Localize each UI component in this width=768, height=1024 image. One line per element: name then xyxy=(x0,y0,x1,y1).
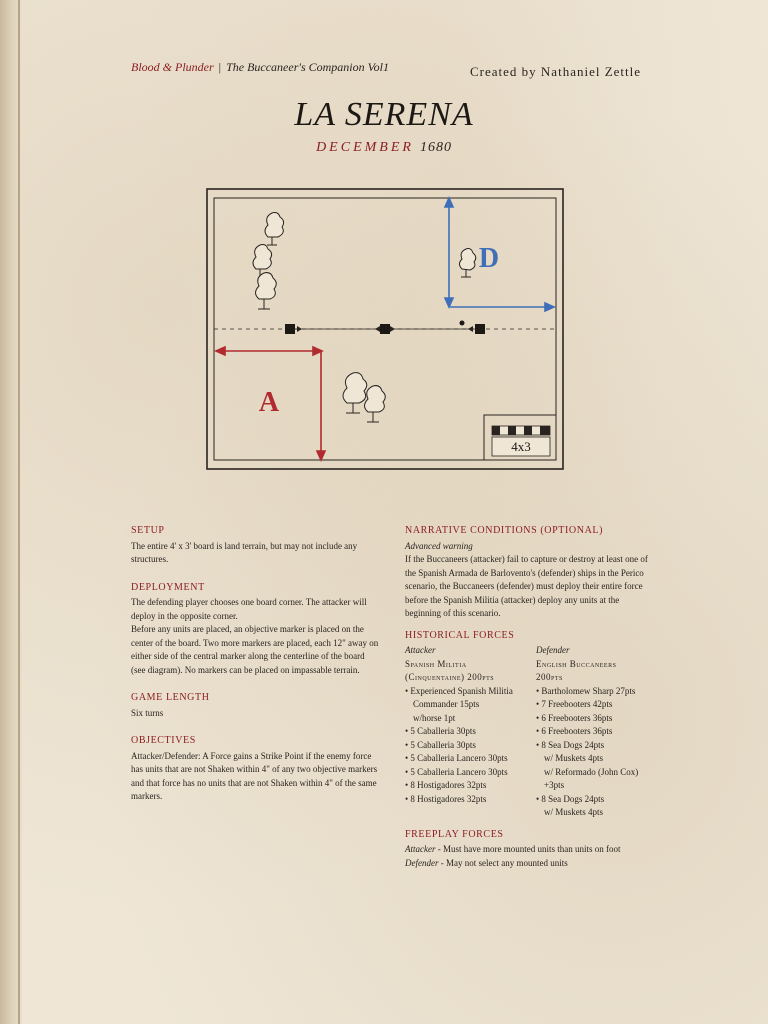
force-unit-item: • Experienced Spanish Militia xyxy=(405,685,513,696)
force-unit-item: w/ Muskets 4pts xyxy=(544,753,604,763)
defender-role: Defender xyxy=(536,645,570,655)
force-unit-item: • 8 Hostigadores 32pts xyxy=(405,780,487,790)
tree-icon xyxy=(256,273,277,309)
setup-section xyxy=(131,524,381,567)
narrative-section xyxy=(405,524,657,621)
attacker-zone-label: A xyxy=(258,387,280,418)
objectives-text: Attacker/Defender: A Force gains a Strike Point if the enemy force has units that are not Shaken within 4" of any two objective markers and that force has no units that are not Shaken within 4" of the same markers. xyxy=(131,750,378,801)
arrow-head xyxy=(390,326,395,332)
setup-heading: SETUP xyxy=(131,525,165,536)
force-unit-item: • 8 Sea Dogs 24pts xyxy=(536,793,605,804)
scenario-month: DECEMBER xyxy=(316,140,414,155)
tree-icon xyxy=(253,245,272,278)
forces-columns xyxy=(405,644,657,820)
narrative-subheading: Advanced warning xyxy=(405,540,473,551)
force-unit-item: w/ Reformado (John Cox) +3pts xyxy=(544,766,639,790)
defender-faction: English Buccaneers xyxy=(536,658,617,669)
defender-unit-list xyxy=(536,685,657,820)
freeplay-defender xyxy=(405,857,657,871)
author-credit: Created by Nathaniel Zettle xyxy=(470,64,642,79)
freeplay-heading: FREEPLAY FORCES xyxy=(405,828,504,840)
force-unit-item: • 5 Caballeria 30pts xyxy=(405,726,476,736)
narrative-text: If the Buccaneers (attacker) fail to capture or destroy at least one of the Spanish Armada de Barlovento's (defender) ships in the Perico scenario, the Buccaneers (defender) must deploy their entire force before the Spanish Militia (attacker) deploy any units at the beginning of this scenario. xyxy=(405,554,648,618)
game-length-section xyxy=(131,691,381,720)
force-unit-item: w/horse 1pt xyxy=(413,712,456,723)
historical-forces-section xyxy=(405,629,657,820)
objective-marker-left xyxy=(285,324,295,334)
attacker-unit-list xyxy=(405,685,526,807)
left-column xyxy=(131,524,381,818)
header-series xyxy=(131,60,389,75)
arrow-head xyxy=(468,326,473,332)
attacker-faction: Spanish Militia xyxy=(405,658,467,669)
setup-text: The entire 4' x 3' board is land terrain, but may not include any structures. xyxy=(131,540,358,564)
objectives-section xyxy=(131,734,381,804)
deployment-heading: DEPLOYMENT xyxy=(131,581,205,593)
book-name: The Buccaneer's Companion Vol1 xyxy=(226,60,389,74)
freeplay-section xyxy=(405,828,657,871)
series-name: Blood & Plunder xyxy=(131,60,214,74)
defender-force xyxy=(536,644,657,820)
defender-faction-points: 200pts xyxy=(536,672,563,682)
ink-dot xyxy=(460,321,465,326)
force-unit-item: • 6 Freebooters 36pts xyxy=(536,712,613,723)
objectives-heading: OBJECTIVES xyxy=(131,735,196,746)
force-unit-item: • 8 Hostigadores 32pts xyxy=(405,793,487,804)
deployment-text-2: Before any units are placed, an objective marker is placed on the center of the board. Two more markers are placed, each 12" away on either side of the central marker along the centerline of the board (see diagram). No markers can be placed on impassable terrain. xyxy=(131,624,379,675)
objective-marker-right xyxy=(475,324,485,334)
freeplay-defender-text: - May not select any mounted units xyxy=(438,857,568,868)
freeplay-attacker-text: - Must have more mounted units than units on foot xyxy=(435,844,621,854)
header-separator: | xyxy=(218,60,222,74)
force-unit-item: Commander 15pts xyxy=(413,699,480,709)
deployment-section xyxy=(131,581,381,678)
deployment-text-1: The defending player chooses one board corner. The attacker will deploy in the opposite corner. xyxy=(131,597,367,621)
defender-zone-label: D xyxy=(478,243,500,274)
narrative-heading: NARRATIVE CONDITIONS (OPTIONAL) xyxy=(405,525,604,536)
force-unit-item: w/ Muskets 4pts xyxy=(544,807,604,817)
attacker-faction-points: (Cinquentaine) 200pts xyxy=(405,672,495,682)
force-unit-item: • Bartholomew Sharp 27pts xyxy=(536,685,636,696)
objective-marker-center xyxy=(380,324,390,334)
scenario-year: 1680 xyxy=(419,140,452,155)
scenario-date xyxy=(0,140,768,156)
force-unit-item: • 8 Sea Dogs 24pts xyxy=(536,739,605,750)
attacker-force xyxy=(405,644,526,820)
tree-icon xyxy=(460,249,476,278)
tree-icon xyxy=(343,373,367,413)
historical-heading: HISTORICAL FORCES xyxy=(405,629,515,641)
force-unit-item: • 7 Freebooters 42pts xyxy=(536,699,613,709)
game-length-heading: GAME LENGTH xyxy=(131,692,210,703)
game-length-text: Six turns xyxy=(131,707,164,718)
freeplay-attacker-role: Attacker xyxy=(405,844,436,854)
force-unit-item: • 5 Caballeria 30pts xyxy=(405,739,476,750)
deployment-map xyxy=(205,185,570,475)
arrow-head xyxy=(375,326,380,332)
attacker-role: Attacker xyxy=(405,645,436,655)
force-unit-item: • 6 Freebooters 36pts xyxy=(536,726,613,736)
right-column xyxy=(405,524,657,878)
scenario-title: LA SERENA xyxy=(294,96,474,133)
board-size-label: 4x3 xyxy=(511,439,531,454)
force-unit-item: • 5 Caballeria Lancero 30pts xyxy=(405,753,508,763)
freeplay-attacker xyxy=(405,843,657,857)
force-unit-item: • 5 Caballeria Lancero 30pts xyxy=(405,766,508,777)
tree-icon xyxy=(265,213,284,246)
arrow-head xyxy=(297,326,302,332)
freeplay-defender-role: Defender xyxy=(405,857,439,868)
tree-icon xyxy=(365,386,386,422)
